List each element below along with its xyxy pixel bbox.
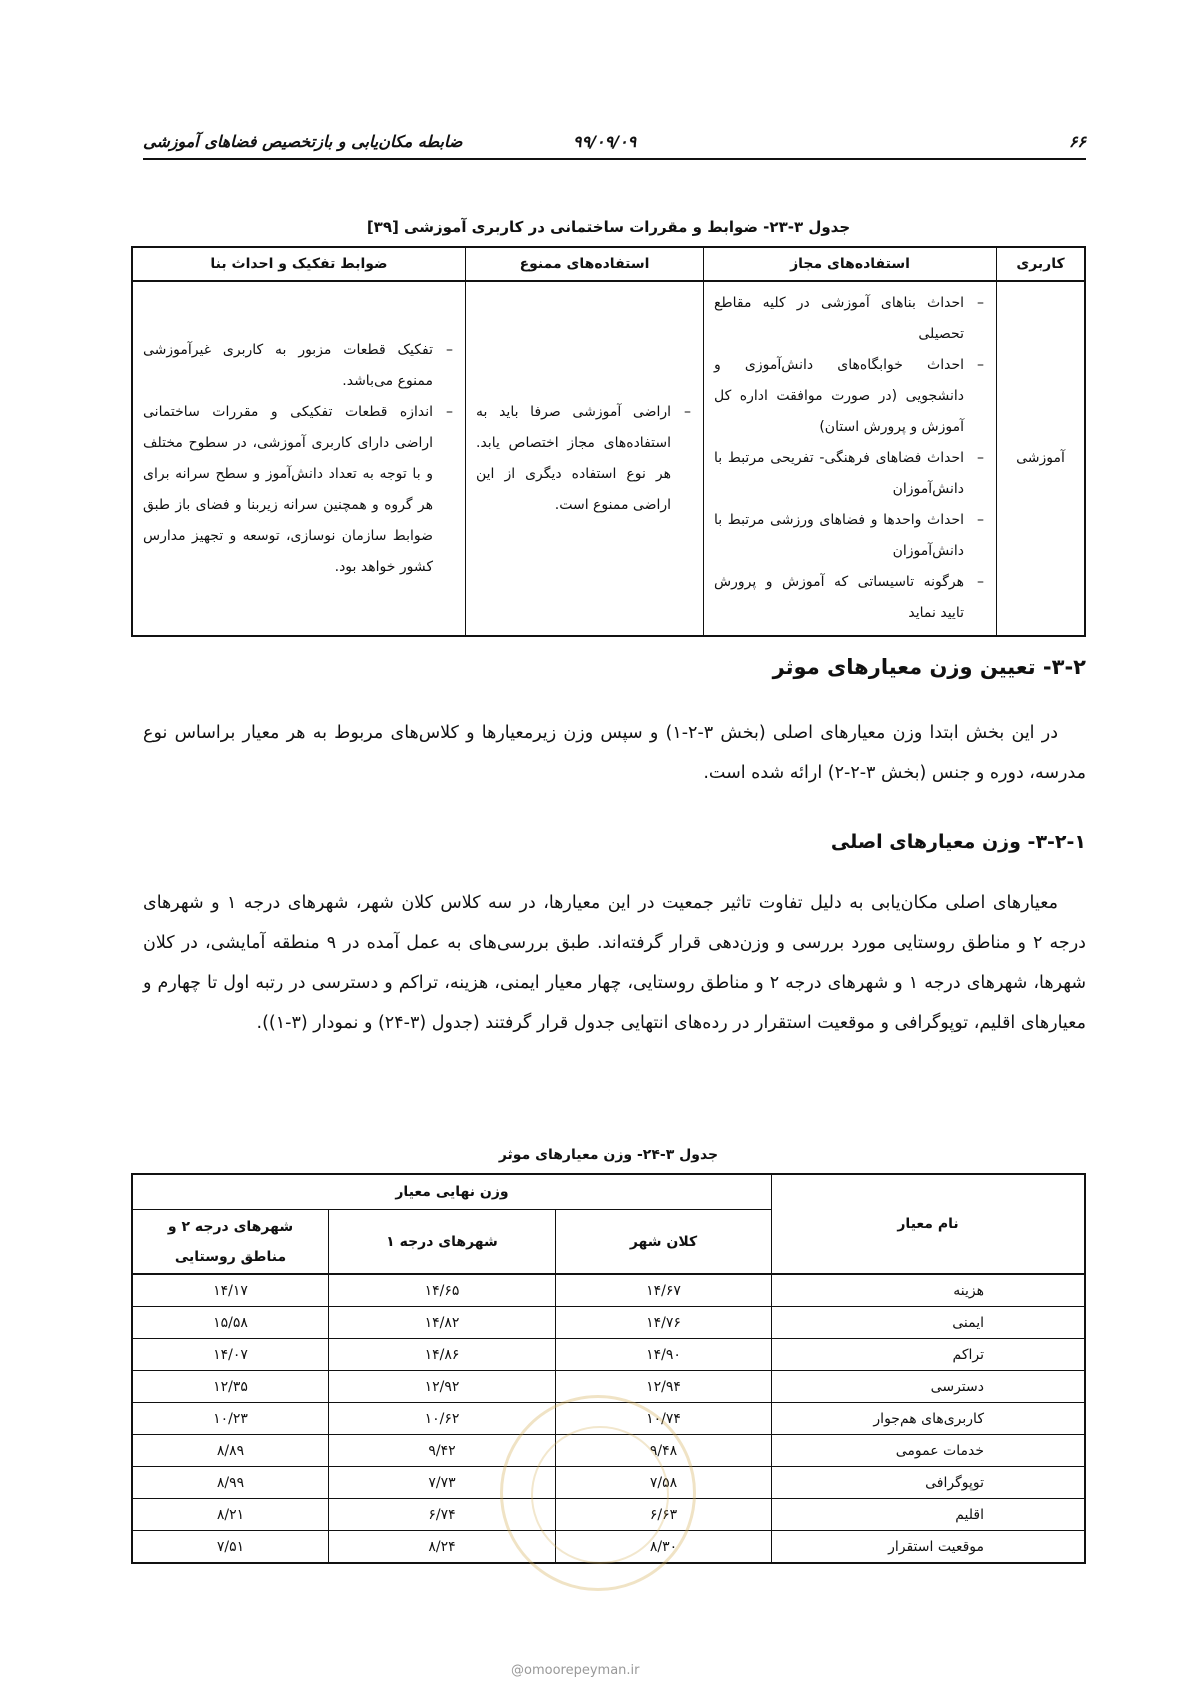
section-paragraph-3-2-1: معیارهای اصلی مکان‌یابی به دلیل تفاوت تاثیر جمعیت در این معیارها، در سه کلاس کلان شهر، شهرهای درجه ۱ و شهرهای درجه ۲ و مناطق روستایی مورد بررسی و وزن‌دهی قرار گرفته‌اند. طبق بررسی‌های به عمل آمده در ۹ منطقه آمایشی، در کلان شهرها، شهرهای درجه ۱ و شهرهای درجه ۲ و مناطق روستایی، چهار معیار ایمنی، هزینه، تراکم و دسترسی در رتبه اول تا چهارم و معیارهای اقلیم، توپوگرافی و موقعیت استقرار در رده‌های انتهایی جدول قرار گرفتند (جدول (۳-۲۴) و نمودار (۳-۱)). xyxy=(143,893,1086,1033)
cell-usage: آموزشی xyxy=(997,281,1086,636)
section-paragraph-3-2: در این بخش ابتدا وزن معیارهای اصلی (بخش ۳-۲-۱) و سپس وزن زیرمعیارها و کلاس‌های مربوط به هر معیار براساس نوع مدرسه، دوره و جنس (بخش ۳-۲-۲) ارائه شده است. xyxy=(143,723,1086,783)
value-grade2: ۱۵/۵۸ xyxy=(132,1307,329,1339)
value-grade2: ۱۰/۲۳ xyxy=(132,1403,329,1435)
value-grade1: ۱۴/۶۵ xyxy=(329,1274,556,1307)
table-row xyxy=(132,1274,1085,1307)
criterion-name: هزینه xyxy=(772,1274,1086,1307)
value-grade1: ۹/۴۲ xyxy=(329,1435,556,1467)
value-grade2: ۱۲/۳۵ xyxy=(132,1371,329,1403)
header-forbidden: استفاده‌های ممنوع xyxy=(466,247,704,281)
value-grade1: ۷/۷۳ xyxy=(329,1467,556,1499)
value-metro: ۷/۵۸ xyxy=(556,1467,772,1499)
value-metro: ۶/۶۳ xyxy=(556,1499,772,1531)
value-grade1: ۱۴/۸۲ xyxy=(329,1307,556,1339)
header-metro: کلان شهر xyxy=(556,1210,772,1275)
allowed-item: – احداث واحدها و فضاهای ورزشی مرتبط با دانش‌آموزان xyxy=(714,505,986,567)
value-grade2: ۸/۲۱ xyxy=(132,1499,329,1531)
page-number: ۶۶ xyxy=(1068,132,1086,151)
table1-caption: جدول ۳-۲۳- ضوابط و مقررات ساختمانی در کاربری آموزشی [۳۹] xyxy=(366,218,851,236)
rules-item: – تفکیک قطعات مزبور به کاربری غیرآموزشی ممنوع می‌باشد. xyxy=(143,335,455,397)
value-grade1: ۱۲/۹۲ xyxy=(329,1371,556,1403)
value-metro: ۱۲/۹۴ xyxy=(556,1371,772,1403)
allowed-item: – احداث فضاهای فرهنگی- تفریحی مرتبط با دانش‌آموزان xyxy=(714,443,986,505)
seal-stamp xyxy=(500,1395,696,1591)
value-metro: ۱۴/۶۷ xyxy=(556,1274,772,1307)
header-final-weight: وزن نهایی معیار xyxy=(132,1174,772,1210)
allowed-item: – هرگونه تاسیساتی که آموزش و پرورش تایید نماید xyxy=(714,567,986,629)
value-grade1: ۱۰/۶۲ xyxy=(329,1403,556,1435)
value-grade2: ۱۴/۰۷ xyxy=(132,1339,329,1371)
criterion-name: ایمنی xyxy=(772,1307,1086,1339)
table1-row xyxy=(132,281,1085,636)
table2-caption: جدول ۳-۲۴- وزن معیارهای موثر xyxy=(498,1147,719,1163)
criterion-name: خدمات عمومی xyxy=(772,1435,1086,1467)
criterion-name: کاربری‌های هم‌جوار xyxy=(772,1403,1086,1435)
criterion-name: اقلیم xyxy=(772,1499,1086,1531)
header-grade1: شهرهای درجه ۱ xyxy=(329,1210,556,1275)
value-metro: ۱۴/۷۶ xyxy=(556,1307,772,1339)
header-date: ۹۹/۰۹/۰۹ xyxy=(573,132,637,151)
document-title: ضابطه مکان‌یابی و بازتخصیص فضاهای آموزشی xyxy=(143,132,463,151)
forbidden-item: – اراضی آموزشی صرفا باید به استفاده‌های مجاز اختصاص یابد. هر نوع استفاده دیگری از این اراضی ممنوع است. xyxy=(476,397,693,521)
cell-rules xyxy=(132,281,466,636)
section-heading-3-2: ۳-۲- تعیین وزن معیارهای موثر xyxy=(772,655,1086,679)
value-grade1: ۱۴/۸۶ xyxy=(329,1339,556,1371)
table2-header-row xyxy=(132,1174,1085,1210)
criterion-name: موقعیت استقرار xyxy=(772,1531,1086,1564)
value-grade2: ۷/۵۱ xyxy=(132,1531,329,1564)
value-grade1: ۶/۷۴ xyxy=(329,1499,556,1531)
header-usage: کاربری xyxy=(997,247,1086,281)
page-header xyxy=(143,128,1086,160)
cell-allowed xyxy=(704,281,997,636)
value-metro: ۱۴/۹۰ xyxy=(556,1339,772,1371)
watermark-text: @omoorepeyman.ir xyxy=(511,1663,640,1678)
allowed-item: – احداث بناهای آموزشی در کلیه مقاطع تحصیلی xyxy=(714,288,986,350)
criterion-name: تراکم xyxy=(772,1339,1086,1371)
criterion-name: دسترسی xyxy=(772,1371,1086,1403)
value-grade1: ۸/۲۴ xyxy=(329,1531,556,1564)
allowed-item: – احداث خوابگاه‌های دانش‌آموزی و دانشجویی (در صورت موافقت اداره کل آموزش و پرورش استان) xyxy=(714,350,986,443)
value-grade2: ۱۴/۱۷ xyxy=(132,1274,329,1307)
value-grade2: ۸/۹۹ xyxy=(132,1467,329,1499)
criterion-name: توپوگرافی xyxy=(772,1467,1086,1499)
table1-header-row xyxy=(132,247,1085,281)
header-allowed: استفاده‌های مجاز xyxy=(704,247,997,281)
value-metro: ۸/۳۰ xyxy=(556,1531,772,1564)
table-row xyxy=(132,1307,1085,1339)
header-rules: ضوابط تفکیک و احداث بنا xyxy=(132,247,466,281)
rules-item: – اندازه قطعات تفکیکی و مقررات ساختمانی اراضی دارای کاربری آموزشی، در سطوح مختلف و با توجه به تعداد دانش‌آموز و سطح سرانه برای هر گروه و همچنین سرانه زیربنا و فضای باز طبق ضوابط سازمان نوسازی، توسعه و تجهیز مدارس کشور خواهد بود. xyxy=(143,397,455,583)
cell-forbidden xyxy=(466,281,704,636)
value-metro: ۹/۴۸ xyxy=(556,1435,772,1467)
section-heading-3-2-1: ۳-۲-۱- وزن معیارهای اصلی xyxy=(830,831,1086,853)
value-grade2: ۸/۸۹ xyxy=(132,1435,329,1467)
seal-inner-ring xyxy=(531,1426,669,1564)
table-row xyxy=(132,1339,1085,1371)
value-metro: ۱۰/۷۴ xyxy=(556,1403,772,1435)
header-grade2: شهرهای درجه ۲ و مناطق روستایی xyxy=(132,1210,329,1275)
header-criterion-name: نام معیار xyxy=(772,1174,1086,1274)
table-building-rules xyxy=(131,246,1086,637)
